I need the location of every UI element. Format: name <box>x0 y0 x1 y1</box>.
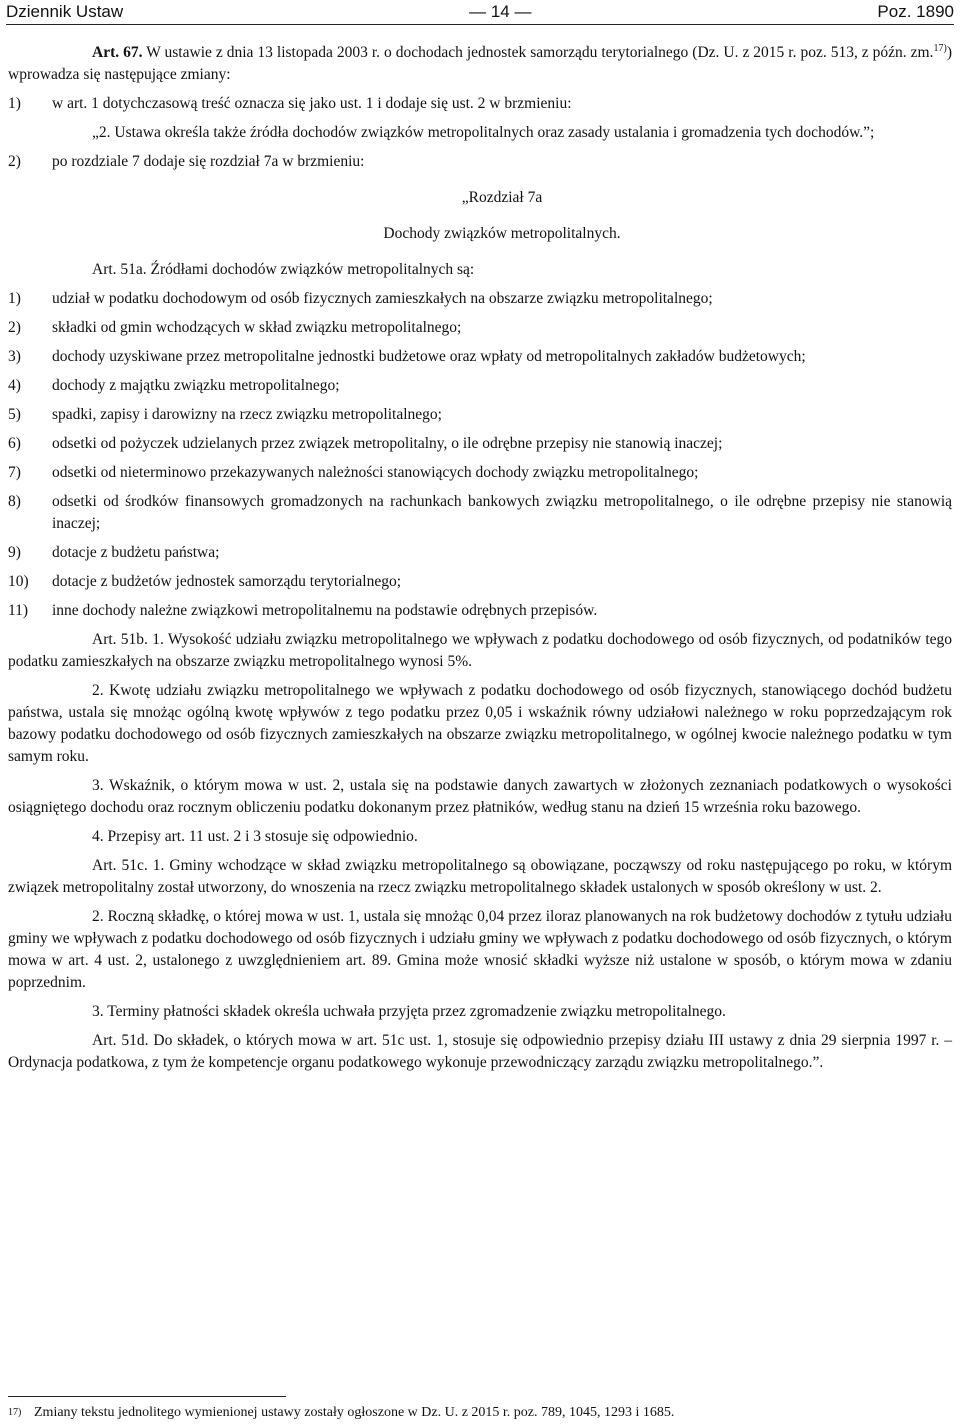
amendment-quote: „2. Ustawa określa także źródła dochodów związków metropolitalnych oraz zasady ustalania i gromadzenia tych dochodów.”; <box>92 124 875 141</box>
article-51c-para-1: Art. 51c. 1. Gminy wchodzące w skład związku metropolitalnego są obowiązane, począwszy od roku następującego po roku, w którym związek metropolitalny został utworzony, do wnoszenia na rzecz związku metropolitalnego składek ustalonych w sposób określony w ust. 2. <box>8 857 952 896</box>
list-number: 3) <box>8 348 21 365</box>
list-text: odsetki od nieterminowo przekazywanych należności stanowiących dochody związku metropolitalnego; <box>52 464 699 481</box>
list-text: składki od gmin wchodzących w skład związku metropolitalnego; <box>52 319 462 336</box>
page-header <box>6 0 954 25</box>
list-number: 1) <box>8 290 21 307</box>
list-item <box>8 571 952 593</box>
list-number: 8) <box>8 493 21 510</box>
change-item-1 <box>8 93 952 115</box>
article-51b-para-2: 2. Kwotę udziału związku metropolitalnego we wpływach z podatku dochodowego od osób fizycznych, stanowiącego dochód budżetu państwa, ustala się mnożąc ogólną kwotę wpływów z tego podatku przez 0,05 i wskaźnik równy udziałowi należnego w roku poprzedzającym rok bazowy podatku dochodowego od osób fizycznych zamieszkałych na obszarze związku metropolitalnego, w ogólnej kwocie należnego podatku w tym samym roku. <box>8 682 952 765</box>
list-item <box>8 404 952 426</box>
list-number: 10) <box>8 573 29 590</box>
list-number: 7) <box>8 464 21 481</box>
footnote <box>8 1404 952 1422</box>
list-text: dotacje z budżetów jednostek samorządu terytorialnego; <box>52 573 402 590</box>
list-number: 2) <box>8 319 21 336</box>
list-item <box>8 317 952 339</box>
article-51b-para-4: 4. Przepisy art. 11 ust. 2 i 3 stosuje się odpowiednio. <box>92 828 418 845</box>
list-text: odsetki od pożyczek udzielanych przez związek metropolitalny, o ile odrębne przepisy nie stanowią inaczej; <box>52 435 723 452</box>
list-number: 6) <box>8 435 21 452</box>
list-item <box>8 346 952 368</box>
footnote-ref: 17) <box>933 42 947 54</box>
position-number: Poz. 1890 <box>877 2 954 21</box>
income-sources-list <box>8 288 952 622</box>
article-51b-para-1: Art. 51b. 1. Wysokość udziału związku metropolitalnego we wpływach z podatku dochodowego od osób fizycznych, od podatników tego podatku zamieszkałych na obszarze związku metropolitalnego wynosi 5%. <box>8 631 952 670</box>
article-67-text-a: W ustawie z dnia 13 listopada 2003 r. o dochodach jednostek samorządu terytorialnego (Dz. U. z 2015 r. poz. 513, z późn. zm. <box>142 44 934 61</box>
article-51a: Art. 51a. Źródłami dochodów związków metropolitalnych są: <box>92 261 475 278</box>
footnote-text: Zmiany tekstu jednolitego wymienionej ustawy zostały ogłoszone w Dz. U. z 2015 r. poz. 789, 1045, 1293 i 1685. <box>34 1405 675 1420</box>
list-text: dotacje z budżetu państwa; <box>52 544 220 561</box>
list-text: dochody z majątku związku metropolitalnego; <box>52 377 340 394</box>
footnote-number: 17) <box>8 1407 22 1418</box>
change-text: po rozdziale 7 dodaje się rozdział 7a w brzmieniu: <box>52 153 365 170</box>
list-number: 5) <box>8 406 21 423</box>
page-number: — 14 — <box>469 2 532 21</box>
article-51c-para-3: 3. Terminy płatności składek określa uchwała przyjęta przez zgromadzenie związku metropolitalnego. <box>92 1003 726 1020</box>
change-text: w art. 1 dotychczasową treść oznacza się jako ust. 1 i dodaje się ust. 2 w brzmieniu: <box>52 95 572 112</box>
document-body <box>8 42 952 1081</box>
chapter-title: „Rozdział 7a <box>461 189 543 206</box>
change-number: 1) <box>8 95 21 112</box>
list-text: odsetki od środków finansowych gromadzonych na rachunkach bankowych związku metropolitalnego, o ile odrębne przepisy nie stanowią inaczej; <box>52 493 952 532</box>
list-item <box>8 433 952 455</box>
article-51d: Art. 51d. Do składek, o których mowa w art. 51c ust. 1, stosuje się odpowiednio przepisy działu III ustawy z dnia 29 sierpnia 1997 r. – Ordynacja podatkowa, z tym że kompetencje organu podatkowego wykonuje przewodniczący zarządu związku metropolitalnego.”. <box>8 1032 952 1071</box>
article-67-lead: Art. 67. <box>92 44 143 61</box>
list-item <box>8 542 952 564</box>
list-number: 11) <box>8 602 29 619</box>
list-item <box>8 375 952 397</box>
list-text: spadki, zapisy i darowizny na rzecz związku metropolitalnego; <box>52 406 442 423</box>
list-text: udział w podatku dochodowym od osób fizycznych zamieszkałych na obszarze związku metropolitalnego; <box>52 290 713 307</box>
list-item <box>8 288 952 310</box>
list-number: 9) <box>8 544 21 561</box>
footnote-divider <box>8 1396 286 1397</box>
list-text: dochody uzyskiwane przez metropolitalne jednostki budżetowe oraz wpłaty od metropolitalnych zakładów budżetowych; <box>52 348 806 365</box>
list-item <box>8 462 952 484</box>
change-item-2 <box>8 151 952 173</box>
list-item <box>8 491 952 535</box>
list-item <box>8 600 952 622</box>
list-number: 4) <box>8 377 21 394</box>
article-51b-para-3: 3. Wskaźnik, o którym mowa w ust. 2, ustala się na podstawie danych zawartych w złożonych zeznaniach podatkowych o wysokości osiągniętego dochodu oraz rocznym obliczeniu podatku dokonanym przez płatników, według stanu na dzień 15 września roku bazowego. <box>8 777 952 816</box>
chapter-subtitle: Dochody związków metropolitalnych. <box>383 225 621 242</box>
article-51c-para-2: 2. Roczną składkę, o której mowa w ust. 1, ustala się mnożąc 0,04 przez iloraz planowanych na rok budżetowy dochodów z tytułu udziału gminy we wpływach z podatku dochodowego od osób fizycznych i udziału gminy we wpływach z podatku dochodowego od osób fizycznych, o którym mowa w art. 4 ust. 2, ustalonego z uwzględnieniem art. 89. Gmina może wnosić składki wyższe niż ustalone w sposób, o którym mowa w zdaniu poprzednim. <box>8 908 952 991</box>
article-67 <box>8 42 952 86</box>
journal-name: Dziennik Ustaw <box>6 2 124 21</box>
article-67-text-b: ) wprowadza się następujące zmiany: <box>8 44 952 83</box>
list-text: inne dochody należne związkowi metropolitalnemu na podstawie odrębnych przepisów. <box>52 602 598 619</box>
change-number: 2) <box>8 153 21 170</box>
